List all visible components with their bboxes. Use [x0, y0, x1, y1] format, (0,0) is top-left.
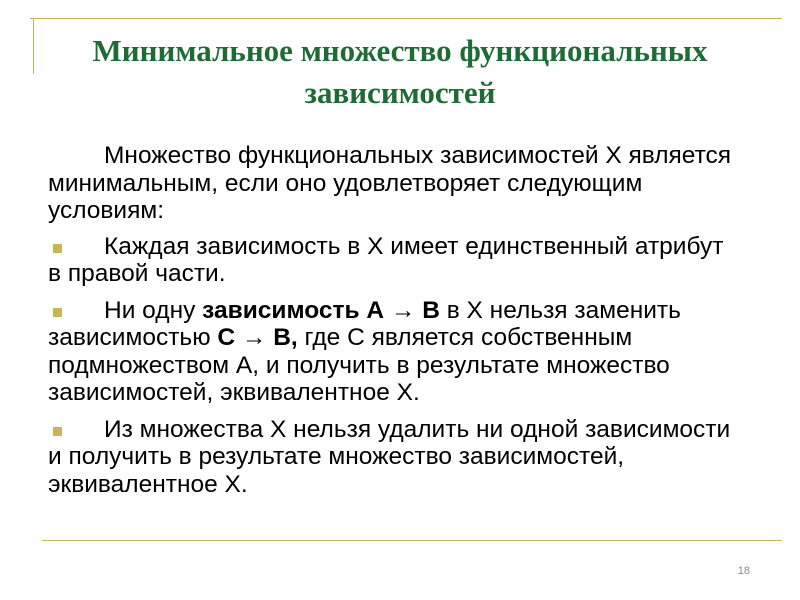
square-bullet-icon [53, 427, 62, 436]
top-rule [30, 18, 782, 19]
bullet-1-text: Каждая зависимость в Х имеет единственный атрибут в правой части. [48, 232, 724, 287]
bullet-item-1 [48, 233, 738, 288]
intro-paragraph: Множество функциональных зависимостей Х является минимальным, если оно удовлетворяет следующим условиям: [48, 142, 732, 224]
bullet-item-2 [48, 297, 738, 407]
title-line-1: Минимальное множество функциональных [92, 33, 708, 68]
bullet-2-text-1: Ни одну [104, 296, 203, 324]
bullet-2-text-2: в Х нельзя заменить зависимостью [48, 296, 681, 351]
bullet-2-text-3: где С является собственным подмножеством А, и получить в результате множество зависимостей, эквивалентное Х. [48, 324, 670, 406]
slide-content [48, 142, 738, 507]
bottom-rule [42, 540, 782, 541]
title-line-2: зависимостей [304, 75, 496, 110]
bullet-3-text: Из множества Х нельзя удалить ни одной зависимости и получить в результате множество зависимостей, эквивалентное Х. [48, 415, 731, 498]
bullet-2-bold-2: С → В, [217, 324, 298, 351]
page-number: 18 [737, 565, 750, 577]
square-bullet-icon [53, 308, 62, 317]
square-bullet-icon [53, 244, 62, 253]
bullet-item-3 [48, 416, 738, 499]
slide-title [30, 30, 770, 114]
bullet-2-bold-1: зависимость А → В [202, 296, 440, 324]
